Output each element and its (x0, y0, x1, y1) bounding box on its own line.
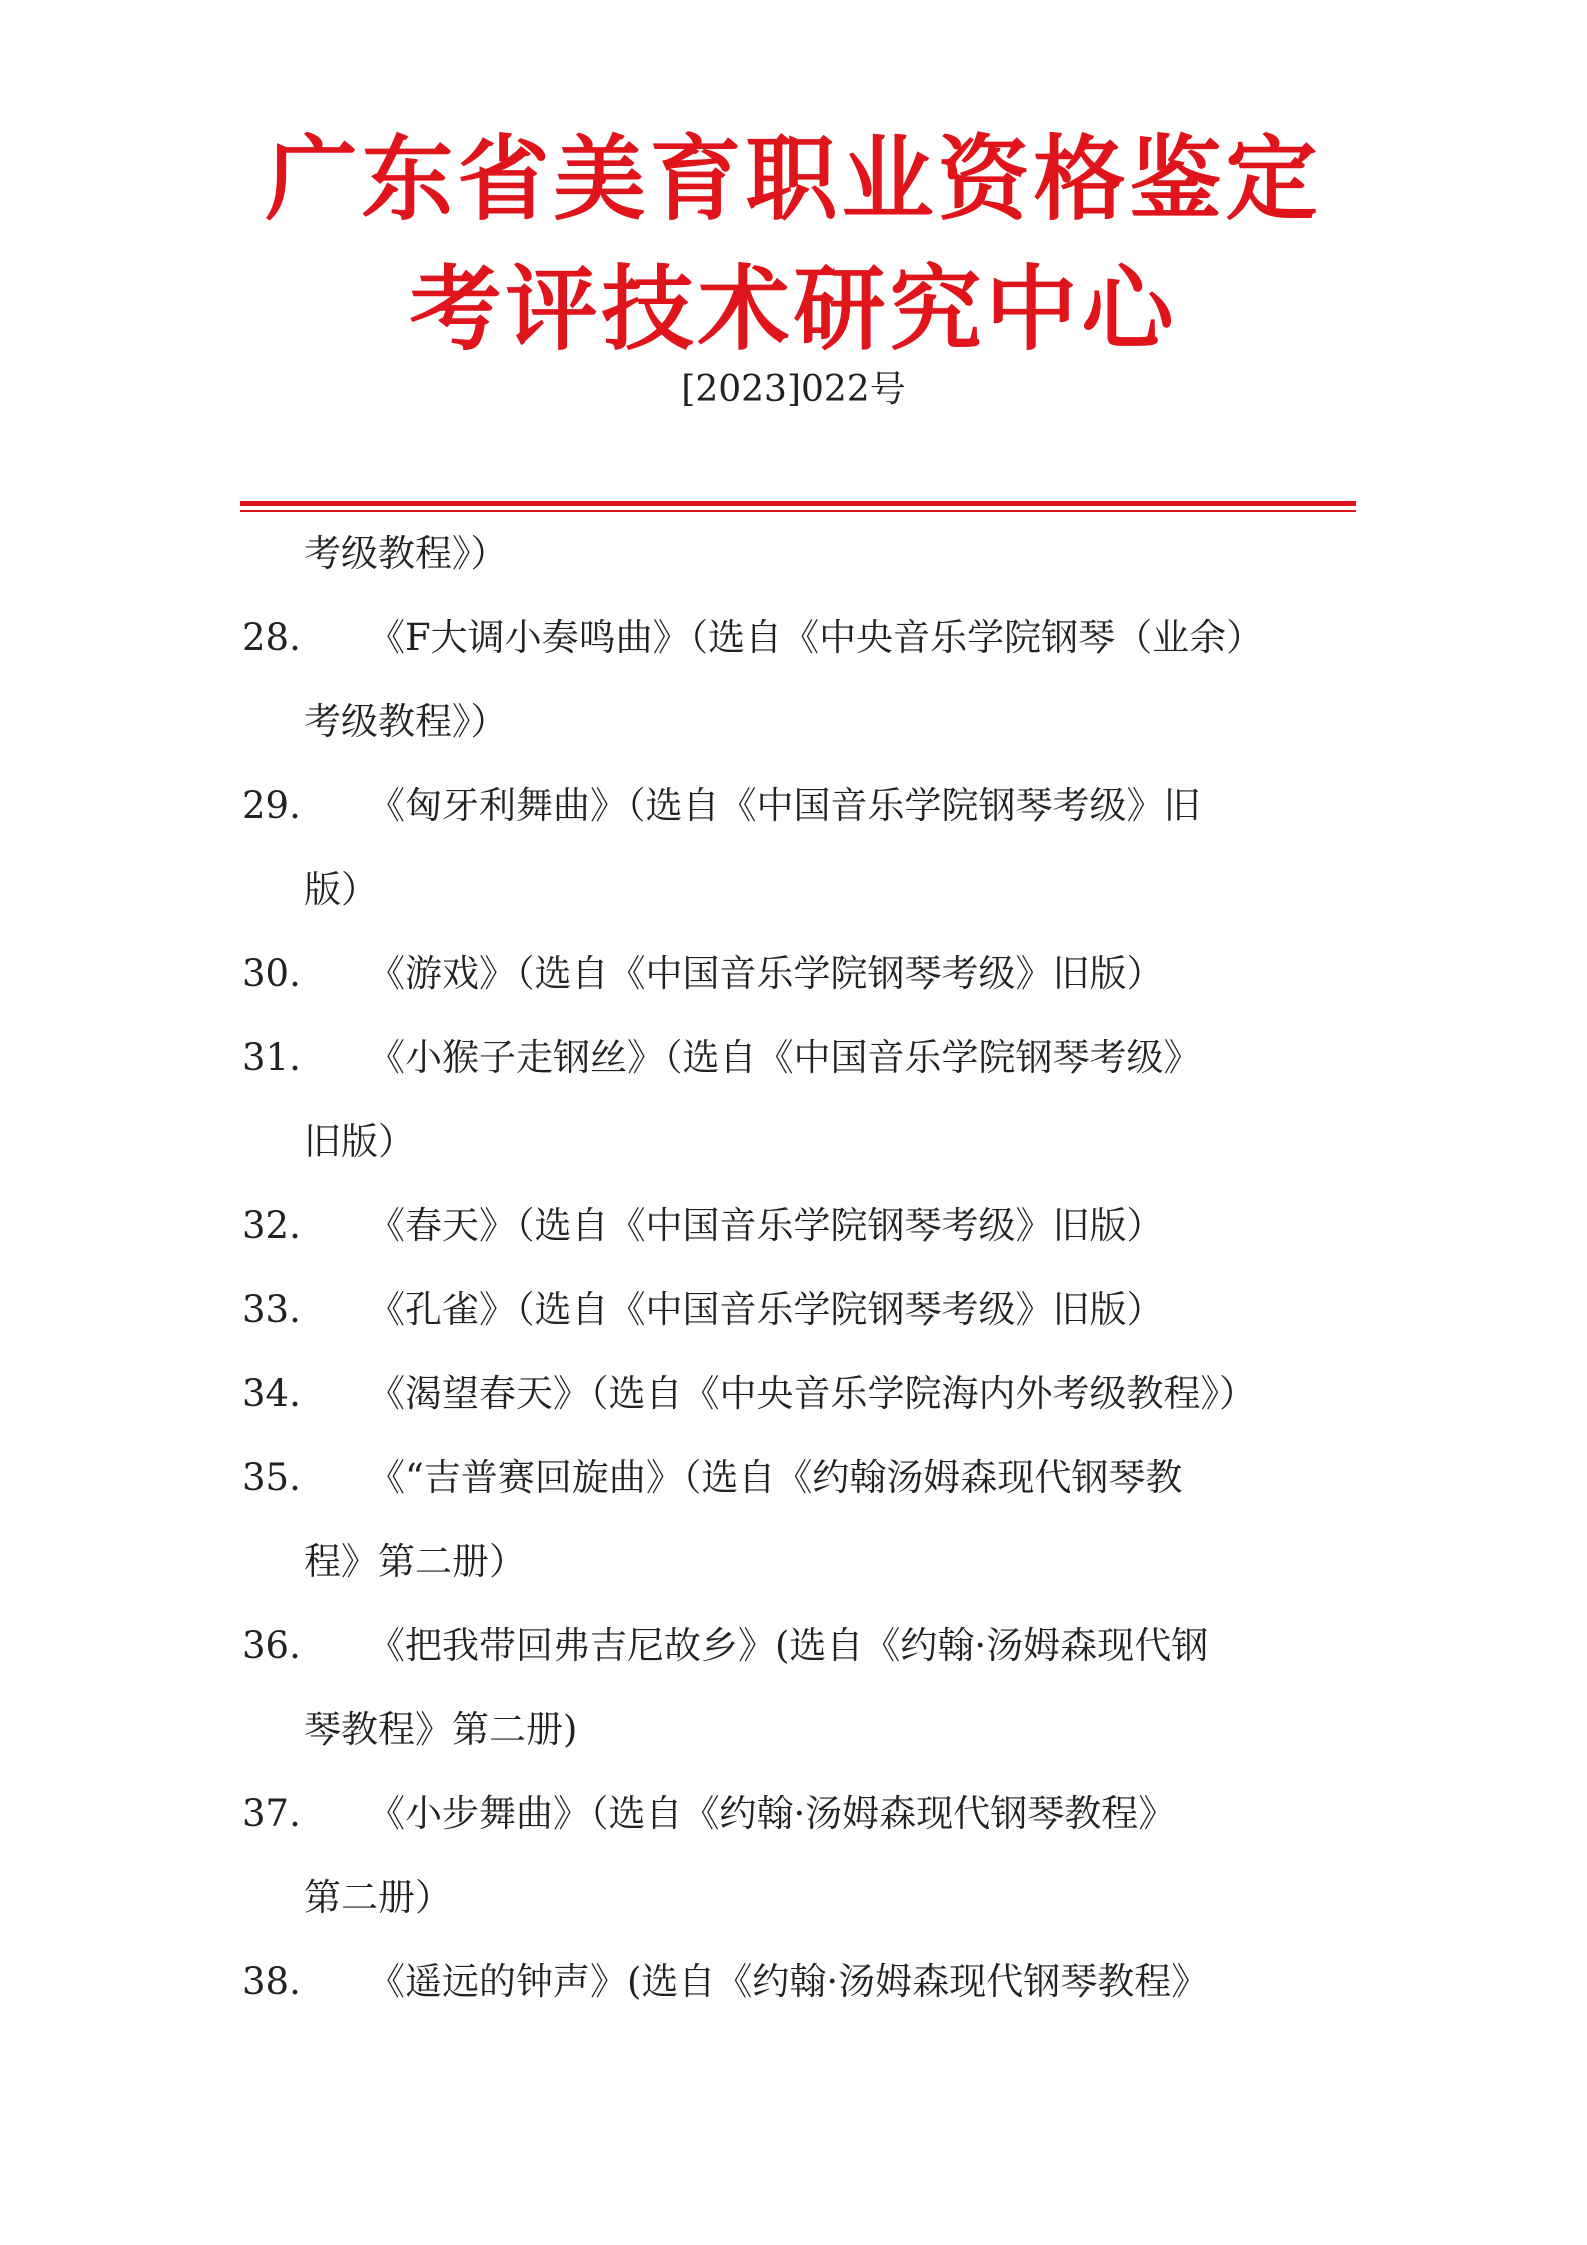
header-divider-thick (240, 501, 1356, 506)
item-text-line-1: 《“吉普赛回旋曲》（选自《约翰汤姆森现代钢琴教 (368, 1456, 1183, 1499)
item-text-line-1: 《孔雀》（选自《中国音乐学院钢琴考级》旧版） (368, 1288, 1164, 1331)
item-text-line-1: 《把我带回弗吉尼故乡》(选自《约翰·汤姆森现代钢 (368, 1624, 1209, 1667)
item-text-line-1: 《小步舞曲》（选自《约翰·汤姆森现代钢琴教程》 (368, 1792, 1176, 1835)
header-divider-thin (240, 510, 1356, 512)
item-text-line-2: 琴教程》第二册) (304, 1708, 578, 1751)
item-number: 29. (242, 784, 301, 827)
item-text-line-1: 《遥远的钟声》(选自《约翰·汤姆森现代钢琴教程》 (368, 1960, 1209, 2003)
item-text-line-1: 《春天》（选自《中国音乐学院钢琴考级》旧版） (368, 1204, 1164, 1247)
item-number: 37. (242, 1792, 301, 1835)
item-number: 31. (242, 1036, 301, 1079)
item-text-line-1: 《游戏》（选自《中国音乐学院钢琴考级》旧版） (368, 952, 1164, 995)
org-title-line-2: 考评技术研究中心 (409, 256, 1178, 363)
item-number: 28. (242, 616, 301, 659)
item-text-line-1: 《F大调小奏鸣曲》（选自《中央音乐学院钢琴（业余） (368, 616, 1264, 659)
item-text-line-2: 旧版） (304, 1120, 415, 1163)
item-text-line-2: 程》第二册） (304, 1540, 526, 1583)
item-number: 35. (242, 1456, 301, 1499)
item-text-line-2: 第二册） (304, 1876, 452, 1919)
item-number: 34. (242, 1372, 301, 1415)
item-number: 30. (242, 952, 301, 995)
item-number: 32. (242, 1204, 301, 1247)
item-number: 38. (242, 1960, 301, 2003)
item-number: 36. (242, 1624, 301, 1667)
document-number: [2023]022号 (681, 369, 906, 410)
item-text-line-2: 版） (304, 868, 378, 911)
item-text-line-1: 《渴望春天》（选自《中央音乐学院海内外考级教程》） (368, 1372, 1256, 1415)
item-text-line-1: 《小猴子走钢丝》（选自《中国音乐学院钢琴考级》 (368, 1036, 1201, 1079)
item-number: 33. (242, 1288, 301, 1331)
item-text-line-1: 《匈牙利舞曲》（选自《中国音乐学院钢琴考级》旧 (368, 784, 1201, 827)
item-text-line-2: 考级教程》） (304, 700, 508, 743)
org-title-line-1: 广东省美育职业资格鉴定 (265, 126, 1322, 233)
carryover-line: 考级教程》） (304, 532, 508, 575)
